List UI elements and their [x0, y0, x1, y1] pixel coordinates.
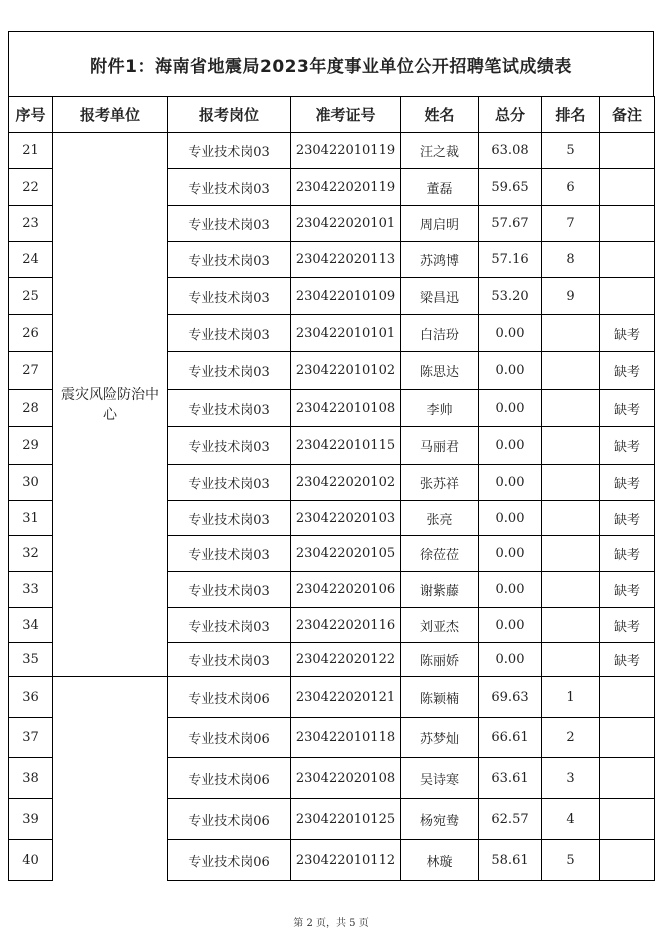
row-post: 专业技术岗03 [168, 572, 291, 608]
row-seq: 33 [9, 572, 53, 608]
row-note: 缺考 [600, 390, 655, 427]
row-name: 陈颖楠 [401, 677, 479, 718]
row-seq: 39 [9, 799, 53, 840]
row-seq: 26 [9, 315, 53, 352]
row-name: 吴诗寒 [401, 758, 479, 799]
row-seq: 32 [9, 536, 53, 572]
row-ticket: 230422020105 [291, 536, 401, 572]
row-note [600, 677, 655, 718]
row-score: 0.00 [479, 390, 542, 427]
row-rank [542, 608, 600, 643]
row-name: 周启明 [401, 206, 479, 242]
row-seq: 38 [9, 758, 53, 799]
row-seq: 21 [9, 133, 53, 169]
row-seq: 37 [9, 718, 53, 758]
row-rank [542, 427, 600, 465]
row-post: 专业技术岗06 [168, 840, 291, 881]
row-rank: 4 [542, 799, 600, 840]
unit-cell: 震灾风险防治中心 [53, 133, 168, 677]
row-name: 董磊 [401, 169, 479, 206]
row-seq: 23 [9, 206, 53, 242]
row-note [600, 718, 655, 758]
row-name: 林璇 [401, 840, 479, 881]
row-rank: 8 [542, 242, 600, 278]
table-body [9, 133, 655, 881]
row-score: 0.00 [479, 643, 542, 677]
row-score: 0.00 [479, 501, 542, 536]
row-name: 陈丽娇 [401, 643, 479, 677]
row-ticket: 230422020102 [291, 465, 401, 501]
row-ticket: 230422010109 [291, 278, 401, 315]
row-name: 李帅 [401, 390, 479, 427]
row-name: 苏梦灿 [401, 718, 479, 758]
row-rank: 3 [542, 758, 600, 799]
row-score: 0.00 [479, 427, 542, 465]
document-title [8, 31, 654, 96]
row-score: 53.20 [479, 278, 542, 315]
row-note [600, 799, 655, 840]
row-rank [542, 643, 600, 677]
row-ticket: 230422020116 [291, 608, 401, 643]
header-post: 报考岗位 [168, 97, 291, 133]
row-post: 专业技术岗03 [168, 242, 291, 278]
row-note: 缺考 [600, 501, 655, 536]
row-ticket: 230422020122 [291, 643, 401, 677]
row-post: 专业技术岗06 [168, 758, 291, 799]
header-seq: 序号 [9, 97, 53, 133]
row-post: 专业技术岗03 [168, 133, 291, 169]
row-seq: 27 [9, 352, 53, 390]
row-seq: 30 [9, 465, 53, 501]
row-seq: 24 [9, 242, 53, 278]
row-post: 专业技术岗03 [168, 643, 291, 677]
row-ticket: 230422020101 [291, 206, 401, 242]
row-rank: 7 [542, 206, 600, 242]
row-score: 0.00 [479, 315, 542, 352]
row-ticket: 230422020121 [291, 677, 401, 718]
row-note: 缺考 [600, 643, 655, 677]
row-seq: 29 [9, 427, 53, 465]
row-note [600, 169, 655, 206]
row-seq: 22 [9, 169, 53, 206]
row-score: 57.67 [479, 206, 542, 242]
document-title-text: 附件1：海南省地震局2023年度事业单位公开招聘笔试成绩表 [90, 56, 572, 77]
row-ticket: 230422020113 [291, 242, 401, 278]
row-note [600, 278, 655, 315]
row-post: 专业技术岗03 [168, 536, 291, 572]
header-rank: 排名 [542, 97, 600, 133]
row-rank [542, 315, 600, 352]
row-rank [542, 352, 600, 390]
row-note: 缺考 [600, 427, 655, 465]
row-rank: 9 [542, 278, 600, 315]
row-rank [542, 572, 600, 608]
row-note: 缺考 [600, 352, 655, 390]
row-note [600, 133, 655, 169]
row-note: 缺考 [600, 315, 655, 352]
row-ticket: 230422020103 [291, 501, 401, 536]
page-footer: 第 2 页，共 5 页 [293, 918, 369, 929]
table-row [9, 133, 655, 169]
row-rank: 5 [542, 840, 600, 881]
row-score: 0.00 [479, 608, 542, 643]
row-rank: 6 [542, 169, 600, 206]
row-note: 缺考 [600, 608, 655, 643]
row-note: 缺考 [600, 465, 655, 501]
row-score: 0.00 [479, 536, 542, 572]
row-name: 马丽君 [401, 427, 479, 465]
score-sheet [8, 31, 654, 881]
row-ticket: 230422010115 [291, 427, 401, 465]
row-rank: 1 [542, 677, 600, 718]
header-ticket: 准考证号 [291, 97, 401, 133]
row-score: 63.61 [479, 758, 542, 799]
row-post: 专业技术岗03 [168, 427, 291, 465]
row-name: 徐莅莅 [401, 536, 479, 572]
row-post: 专业技术岗03 [168, 315, 291, 352]
row-note [600, 242, 655, 278]
header-note: 备注 [600, 97, 655, 133]
row-ticket: 230422010102 [291, 352, 401, 390]
row-post: 专业技术岗06 [168, 718, 291, 758]
header-name: 姓名 [401, 97, 479, 133]
row-ticket: 230422010101 [291, 315, 401, 352]
row-rank [542, 501, 600, 536]
row-score: 69.63 [479, 677, 542, 718]
row-post: 专业技术岗06 [168, 799, 291, 840]
row-note: 缺考 [600, 536, 655, 572]
row-post: 专业技术岗03 [168, 206, 291, 242]
row-ticket: 230422020106 [291, 572, 401, 608]
row-note [600, 840, 655, 881]
row-note [600, 758, 655, 799]
row-score: 0.00 [479, 465, 542, 501]
row-name: 张苏祥 [401, 465, 479, 501]
row-seq: 25 [9, 278, 53, 315]
row-name: 梁昌迅 [401, 278, 479, 315]
row-rank: 2 [542, 718, 600, 758]
row-rank: 5 [542, 133, 600, 169]
row-name: 汪之裁 [401, 133, 479, 169]
row-seq: 34 [9, 608, 53, 643]
row-seq: 35 [9, 643, 53, 677]
row-ticket: 230422020108 [291, 758, 401, 799]
row-rank [542, 536, 600, 572]
row-note: 缺考 [600, 572, 655, 608]
row-post: 专业技术岗03 [168, 608, 291, 643]
row-seq: 31 [9, 501, 53, 536]
row-ticket: 230422010112 [291, 840, 401, 881]
row-score: 57.16 [479, 242, 542, 278]
row-score: 66.61 [479, 718, 542, 758]
row-note [600, 206, 655, 242]
row-rank [542, 390, 600, 427]
row-score: 58.61 [479, 840, 542, 881]
row-seq: 40 [9, 840, 53, 881]
row-rank [542, 465, 600, 501]
row-post: 专业技术岗03 [168, 390, 291, 427]
header-score: 总分 [479, 97, 542, 133]
row-name: 白洁玢 [401, 315, 479, 352]
row-ticket: 230422010119 [291, 133, 401, 169]
row-seq: 28 [9, 390, 53, 427]
row-post: 专业技术岗03 [168, 501, 291, 536]
table-header-row [9, 97, 655, 133]
row-name: 谢紫藤 [401, 572, 479, 608]
row-score: 62.57 [479, 799, 542, 840]
row-post: 专业技术岗03 [168, 169, 291, 206]
row-score: 0.00 [479, 352, 542, 390]
unit-cell-continued [53, 677, 168, 881]
row-score: 0.00 [479, 572, 542, 608]
row-ticket: 230422010118 [291, 718, 401, 758]
row-name: 杨宛鸯 [401, 799, 479, 840]
row-post: 专业技术岗03 [168, 278, 291, 315]
row-name: 陈思达 [401, 352, 479, 390]
header-unit: 报考单位 [53, 97, 168, 133]
row-name: 刘亚杰 [401, 608, 479, 643]
row-score: 59.65 [479, 169, 542, 206]
row-name: 苏鸿博 [401, 242, 479, 278]
row-seq: 36 [9, 677, 53, 718]
row-post: 专业技术岗06 [168, 677, 291, 718]
score-table [8, 96, 655, 881]
table-row [9, 677, 655, 718]
row-post: 专业技术岗03 [168, 352, 291, 390]
row-name: 张亮 [401, 501, 479, 536]
row-ticket: 230422020119 [291, 169, 401, 206]
row-ticket: 230422010108 [291, 390, 401, 427]
row-score: 63.08 [479, 133, 542, 169]
row-post: 专业技术岗03 [168, 465, 291, 501]
row-ticket: 230422010125 [291, 799, 401, 840]
